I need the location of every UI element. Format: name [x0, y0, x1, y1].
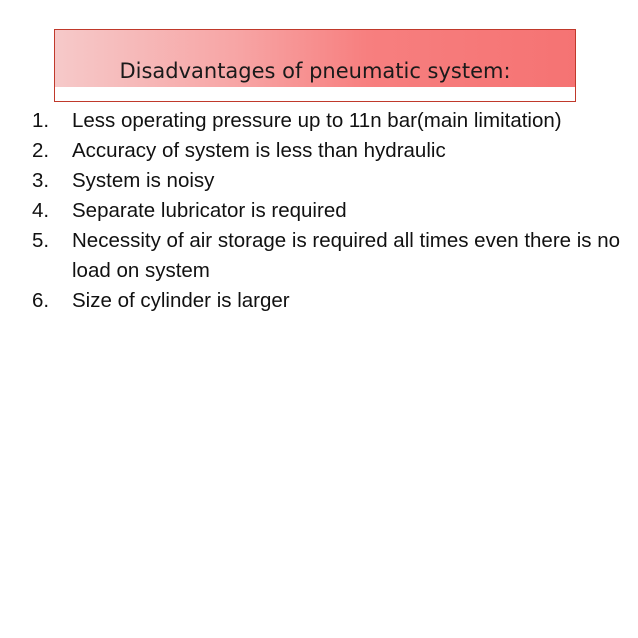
- list-item-text: Necessity of air storage is required all times even there is no load on system: [72, 229, 621, 282]
- slide-title: Disadvantages of pneumatic system:: [119, 59, 511, 83]
- title-banner: [54, 29, 576, 102]
- list-item-number: 4.: [32, 199, 50, 222]
- list-item-text: System is noisy: [72, 169, 215, 192]
- title-banner-strip: [55, 87, 575, 101]
- disadvantages-list: [32, 106, 622, 316]
- list-item: [32, 226, 622, 286]
- list-item: [32, 196, 622, 226]
- list-item-text: Less operating pressure up to 11n bar(main limitation): [72, 109, 562, 132]
- list-item-text: Size of cylinder is larger: [72, 289, 290, 312]
- list-item: [32, 136, 622, 166]
- list-item: [32, 106, 622, 136]
- list-item-number: 2.: [32, 139, 50, 162]
- list-item-number: 5.: [32, 229, 50, 252]
- list-item-number: 6.: [32, 289, 50, 312]
- list-item-number: 3.: [32, 169, 50, 192]
- list-item-text: Separate lubricator is required: [72, 199, 347, 222]
- list-item: [32, 286, 622, 316]
- list-item-text: Accuracy of system is less than hydraulic: [72, 139, 446, 162]
- list-item-number: 1.: [32, 109, 50, 132]
- list-item: [32, 166, 622, 196]
